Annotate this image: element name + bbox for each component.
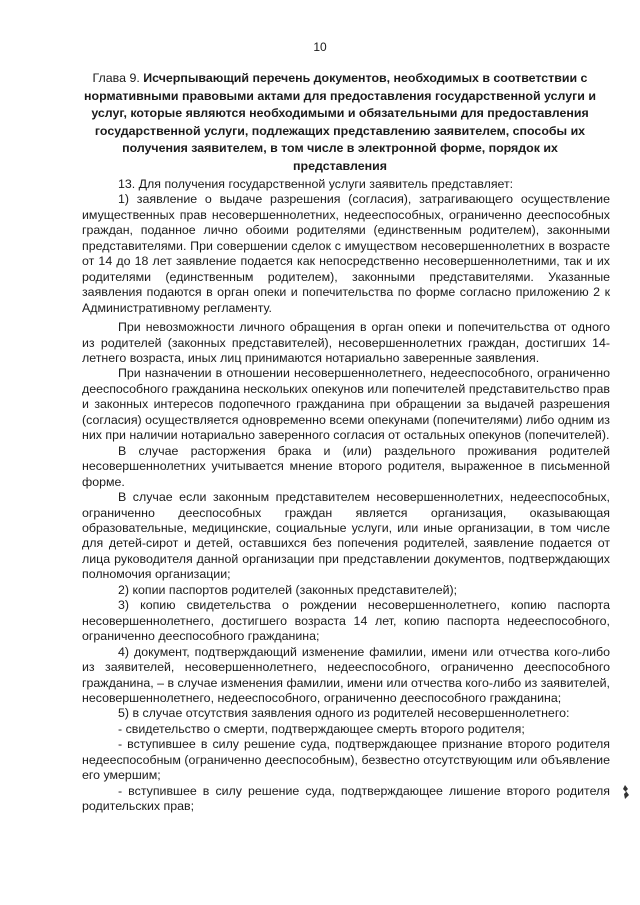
chapter-number: Глава 9. <box>92 71 140 85</box>
paragraph: В случае расторжения брака и (или) раздельного проживания родителей несовершеннолетних учитывается мнение второго родителя, выраженное в письменной форме. <box>82 443 610 489</box>
chapter-title: Исчерпывающий перечень документов, необходимых в соответствии с нормативными правовыми актами для предоставления государственной услуги и услуг, которые являются необходимыми и обязательными для предоставления государственной услуги, подлежащих представлению заявителем, способы их получения заявителем, в том числе в электронной форме, порядок их представления <box>84 71 596 173</box>
paragraph: 2) копии паспортов родителей (законных представителей); <box>118 582 458 597</box>
paragraph: - свидетельство о смерти, подтверждающее смерть второго родителя; <box>118 721 525 736</box>
paragraph: При невозможности личного обращения в орган опеки и попечительства от одного из родителей (законных представителей), несовершеннолетних граждан, достигших 14-летнего возраста, иных лиц принимаются нотариально заверенные заявления. <box>82 320 610 365</box>
paragraph: 5) в случае отсутствия заявления одного из родителей несовершеннолетнего: <box>118 706 570 721</box>
scan-mark-icon <box>622 785 630 799</box>
paragraph: - вступившее в силу решение суда, подтверждающее лишение второго родителя родительских прав; <box>82 783 610 814</box>
chapter-heading <box>76 70 604 176</box>
paragraph: 4) документ, подтверждающий изменение фамилии, имени или отчества кого-либо из заявителей, несовершеннолетнего, недееспособного, ограниченно дееспособного гражданина, – в случае изменения фамилии, имени или отчества кого-либо из заявителей, несовершеннолетнего, недееспособного, ограниченно дееспособного гражданина; <box>82 644 610 705</box>
page-number: 10 <box>313 40 327 54</box>
paragraph: При назначении в отношении несовершеннолетнего, недееспособного, ограниченно дееспособного гражданина нескольких опекунов или попечителей представительство прав и законных интересов подопечного гражданина при обращении за выдачей разрешения (согласия) осуществляется одновременно всеми опекунами (попечителями) либо одним из них при наличии нотариально заверенного согласия от остальных опекунов (попечителей). <box>82 366 610 443</box>
document-body <box>82 177 610 815</box>
paragraph: В случае если законным представителем несовершеннолетних, недееспособных, ограниченно дееспособных граждан является организация, оказывающая образовательные, медицинские, социальные услуги, или иные организации, в том числе для детей-сирот и детей, оставшихся без попечения родителей, заявление подается от лица руководителя данной организации при представлении документов, подтверждающих полномочия организации; <box>82 490 610 582</box>
paragraph: - вступившее в силу решение суда, подтверждающее признание второго родителя недееспособным (ограниченно дееспособным), безвестно отсутствующим или объявление его умершим; <box>82 737 610 783</box>
paragraph: 1) заявление о выдаче разрешения (согласия), затрагивающего осуществление имущественных прав несовершеннолетних, недееспособных, ограниченно дееспособных граждан, поданное лично обоими родителями (единственным родителем), законными представителями. При совершении сделок с имуществом несовершеннолетних в возрасте от 14 до 18 лет заявление подается как непосредственно несовершеннолетними, так и их родителями (единственным родителем), законными представителями. Указанные заявления подаются в орган опеки и попечительства по форме согласно приложению 2 к Административному регламенту. <box>82 192 610 315</box>
paragraph: 13. Для получения государственной услуги заявитель представляет: <box>118 177 514 191</box>
paragraph: 3) копию свидетельства о рождении несовершеннолетнего, копию паспорта несовершеннолетнего, достигшего возраста 14 лет, копию паспорта недееспособного, ограниченно дееспособного гражданина; <box>82 598 610 644</box>
